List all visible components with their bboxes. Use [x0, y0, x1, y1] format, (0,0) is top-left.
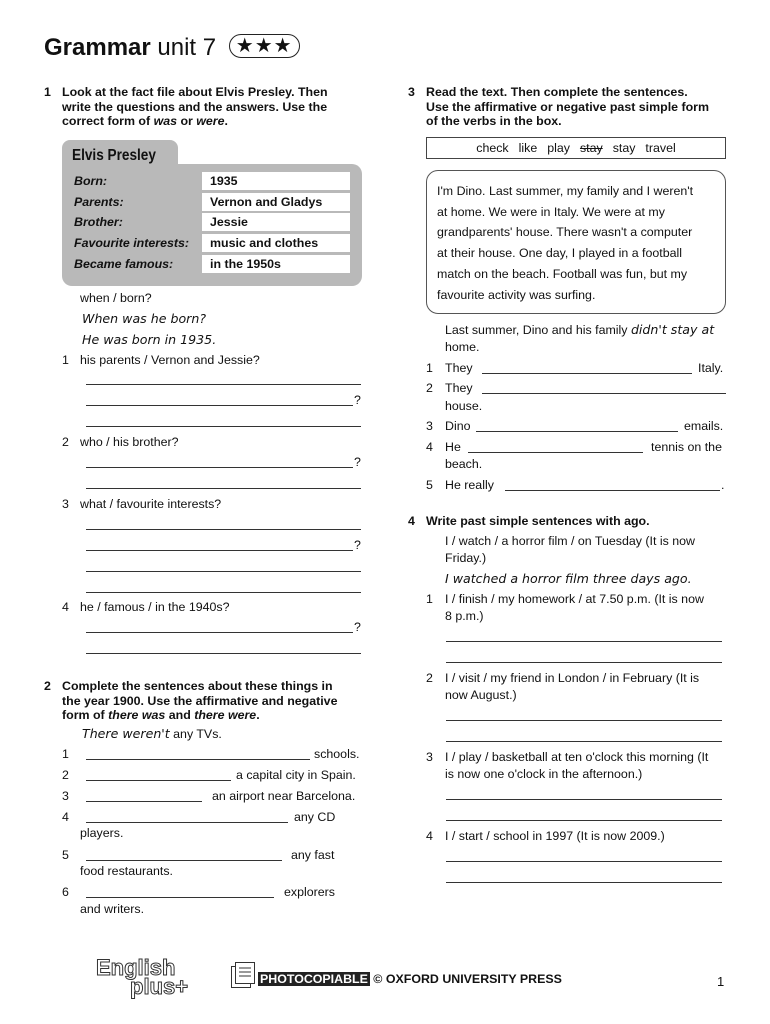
answer-line[interactable] — [86, 571, 361, 572]
ex2-item-end: any CD — [294, 810, 336, 824]
factfile-label: Brother: — [74, 215, 123, 229]
reading-line: grandparents' house. There wasn't a computer — [437, 225, 693, 240]
ex3-instructions — [426, 85, 709, 129]
ex3-item-start: They — [445, 361, 473, 375]
page-number: 1 — [717, 974, 725, 989]
ex2-instr-line3 — [62, 708, 337, 723]
answer-line[interactable] — [86, 426, 361, 427]
ex4-item-line1: I / finish / my homework / at 7.50 p.m. (It is now — [445, 592, 704, 606]
factfile-value: Vernon and Gladys — [202, 193, 350, 211]
ex3-item-number: 5 — [426, 478, 433, 492]
ex1-item-number: 4 — [62, 600, 69, 614]
reading-line: I'm Dino. Last summer, my family and I weren't — [437, 184, 694, 198]
ex1-number: 1 — [44, 85, 51, 99]
ex3-instr-line1: Read the text. Then complete the sentences. — [426, 85, 688, 99]
ex3-item-start: He really — [445, 478, 494, 492]
answer-line[interactable] — [86, 529, 361, 530]
ex2-instr-there-was: there was — [108, 708, 166, 722]
factfile-label: Favourite interests: — [74, 236, 189, 250]
ex2-instr-part: and — [165, 708, 195, 722]
difficulty-stars: ★★★ — [229, 34, 300, 58]
page-title — [44, 34, 300, 62]
factfile-value: in the 1950s — [202, 255, 350, 273]
ex3-item-number: 1 — [426, 361, 433, 375]
reading-line: at their house. One day, I played in a football — [437, 246, 682, 261]
answer-line[interactable] — [86, 592, 361, 593]
question-mark: ? — [354, 393, 361, 407]
ex2-item-cont: players. — [80, 826, 124, 840]
ex2-instr-line2: the year 1900. Use the affirmative and negative — [62, 693, 338, 708]
ex4-item-line2: is now one o'clock in the afternoon.) — [445, 767, 643, 781]
answer-line[interactable] — [86, 653, 361, 654]
ex1-example-prompt: when / born? — [80, 291, 152, 305]
reading-line: match on the beach. Football was fun, but my — [437, 266, 688, 281]
answer-line[interactable] — [86, 467, 353, 468]
ex2-item-end: schools. — [314, 747, 360, 761]
answer-line[interactable] — [86, 550, 353, 551]
copyright-line — [258, 972, 562, 986]
ex3-example — [445, 322, 714, 337]
ex3-item-start: Dino — [445, 419, 471, 433]
ex4-item-number: 3 — [426, 750, 433, 764]
ex1-instr-were: were — [196, 114, 225, 128]
publisher-name: © OXFORD UNIVERSITY PRESS — [369, 972, 562, 986]
ex4-item-number: 1 — [426, 592, 433, 606]
ex4-item-number: 4 — [426, 829, 433, 843]
answer-line[interactable] — [446, 882, 722, 883]
answer-line[interactable] — [86, 488, 361, 489]
ex3-instr-line3: of the verbs in the box. — [426, 114, 562, 128]
ex3-item-number: 3 — [426, 419, 433, 433]
question-mark: ? — [354, 620, 361, 634]
answer-line[interactable] — [86, 780, 231, 781]
ex2-instr-there-were: there were — [194, 708, 257, 722]
ex1-instr-was: was — [153, 114, 177, 128]
ex1-instr-part: . — [224, 114, 228, 128]
word-option: like — [518, 141, 538, 155]
ex2-example-rest: any TVs. — [169, 727, 222, 741]
word-option: play — [547, 141, 570, 155]
ex2-item-number: 3 — [62, 789, 69, 803]
logo-plus-word: plus — [130, 974, 176, 999]
answer-line[interactable] — [86, 801, 202, 802]
ex4-item-line2: 8 p.m.) — [445, 609, 484, 623]
factfile-title: Elvis Presley — [72, 147, 156, 164]
factfile-value: music and clothes — [202, 234, 350, 252]
answer-line[interactable] — [86, 822, 288, 823]
factfile-label: Born: — [74, 174, 108, 188]
ex2-instr-line1: Complete the sentences about these things in — [62, 679, 333, 693]
ex4-item-line1: I / start / school in 1997 (It is now 2009.) — [445, 829, 665, 843]
answer-line[interactable] — [86, 860, 282, 861]
ex3-item-number: 2 — [426, 381, 433, 395]
ex3-item-cont: beach. — [445, 457, 483, 471]
ex1-item-number: 2 — [62, 435, 69, 449]
ex2-item-number: 5 — [62, 848, 69, 862]
ex1-item-prompt: he / famous / in the 1940s? — [80, 600, 230, 614]
answer-line[interactable] — [482, 393, 726, 394]
ex3-example-text: Last summer, Dino and his family — [445, 323, 631, 337]
ex2-item-number: 2 — [62, 768, 69, 782]
reading-line: favourite activity was surfing. — [437, 287, 596, 302]
ex4-example-line1: I / watch / a horror film / on Tuesday (It is now — [445, 534, 695, 548]
ex2-instructions — [62, 679, 337, 723]
question-mark: ? — [354, 455, 361, 469]
word-option: check — [476, 141, 509, 155]
answer-line[interactable] — [86, 384, 361, 385]
ex3-item-end: . — [721, 478, 725, 492]
ex2-item-end: a capital city in Spain. — [236, 768, 356, 782]
factfile-value: Jessie — [202, 213, 350, 231]
ex3-item-cont: house. — [445, 399, 483, 413]
ex3-item-end: tennis on the — [651, 440, 722, 454]
title-rest: unit 7 — [150, 34, 217, 61]
ex3-item-start: They — [445, 381, 473, 395]
ex2-item-end: explorers — [284, 885, 335, 899]
ex2-item-number: 6 — [62, 885, 69, 899]
ex2-item-number: 1 — [62, 747, 69, 761]
ex1-item-number: 3 — [62, 497, 69, 511]
answer-line[interactable] — [86, 632, 353, 633]
factfile-value: 1935 — [202, 172, 350, 190]
ex3-number: 3 — [408, 85, 415, 99]
factfile-label: Parents: — [74, 195, 124, 209]
ex2-item-number: 4 — [62, 810, 69, 824]
answer-line[interactable] — [482, 373, 692, 374]
ex4-item-number: 2 — [426, 671, 433, 685]
english-plus-logo — [96, 955, 189, 999]
answer-line[interactable] — [505, 490, 720, 491]
ex1-item-prompt: his parents / Vernon and Jessie? — [80, 353, 260, 367]
ex3-item-end: Italy. — [698, 361, 724, 375]
ex2-item-cont: food restaurants. — [80, 864, 173, 878]
answer-line[interactable] — [446, 820, 722, 821]
ex2-instr-part: form of — [62, 708, 109, 722]
ex1-item-prompt: what / favourite interests? — [80, 497, 222, 511]
ex2-item-cont: and writers. — [80, 902, 145, 916]
ex3-item-end: emails. — [684, 419, 724, 433]
ex1-instr-line1: Look at the fact file about Elvis Presley. Then — [62, 85, 328, 99]
ex3-example-answer: didn't stay at — [630, 322, 715, 337]
ex1-instr-line3 — [62, 114, 328, 129]
ex4-item-line1: I / play / basketball at ten o'clock this morning (It — [445, 750, 709, 764]
word-option: stay — [612, 141, 636, 155]
ex2-example — [82, 726, 222, 741]
ex1-example-question: When was he born? — [82, 311, 207, 326]
ex2-item-end: an airport near Barcelona. — [212, 789, 356, 803]
ex1-instructions — [62, 85, 328, 129]
ex1-instr-line2: write the questions and the answers. Use the — [62, 99, 328, 114]
answer-line[interactable] — [86, 897, 274, 898]
ex2-number: 2 — [44, 679, 51, 693]
title-bold: Grammar — [44, 34, 151, 61]
reading-text-box — [426, 170, 726, 314]
answer-line[interactable] — [446, 861, 722, 862]
answer-line[interactable] — [468, 452, 643, 453]
ex4-number: 4 — [408, 514, 415, 528]
ex1-example-answer: He was born in 1935. — [82, 332, 217, 347]
answer-line[interactable] — [446, 662, 722, 663]
logo-plus-sign: + — [175, 974, 189, 999]
answer-line[interactable] — [86, 759, 310, 760]
ex2-example-answer: There weren't — [82, 726, 170, 741]
factfile-label: Became famous: — [74, 257, 174, 271]
word-box — [426, 137, 726, 159]
ex3-item-number: 4 — [426, 440, 433, 454]
answer-line[interactable] — [446, 641, 722, 642]
ex3-instr-line2: Use the affirmative or negative past simple form — [426, 99, 710, 114]
answer-line[interactable] — [476, 431, 678, 432]
ex4-instructions: Write past simple sentences with ago. — [426, 514, 650, 528]
photocopy-icon-front — [235, 962, 255, 984]
logo-line1: English — [96, 955, 176, 980]
word-option-used: stay — [579, 141, 603, 155]
ex2-item-end: any fast — [291, 848, 335, 862]
answer-line[interactable] — [446, 720, 722, 721]
question-mark: ? — [354, 538, 361, 552]
ex1-item-number: 1 — [62, 353, 69, 367]
ex1-item-prompt: who / his brother? — [80, 435, 179, 449]
ex3-example-cont: home. — [445, 340, 480, 354]
word-option: travel — [645, 141, 676, 155]
ex4-example-answer: I watched a horror film three days ago. — [445, 571, 692, 586]
answer-line[interactable] — [446, 741, 722, 742]
ex2-instr-part: . — [256, 708, 260, 722]
ex1-instr-part: correct form of — [62, 114, 154, 128]
answer-line[interactable] — [86, 405, 353, 406]
ex4-example-line2: Friday.) — [445, 551, 487, 565]
ex4-item-line1: I / visit / my friend in London / in February (It is — [445, 671, 700, 685]
ex1-instr-part: or — [177, 114, 197, 128]
ex4-item-line2: now August.) — [445, 688, 517, 702]
reading-line: at home. We were in Italy. We were at my — [437, 204, 665, 219]
ex3-item-start: He — [445, 440, 461, 454]
answer-line[interactable] — [446, 799, 722, 800]
photocopiable-badge: PHOTOCOPIABLE — [260, 972, 368, 986]
